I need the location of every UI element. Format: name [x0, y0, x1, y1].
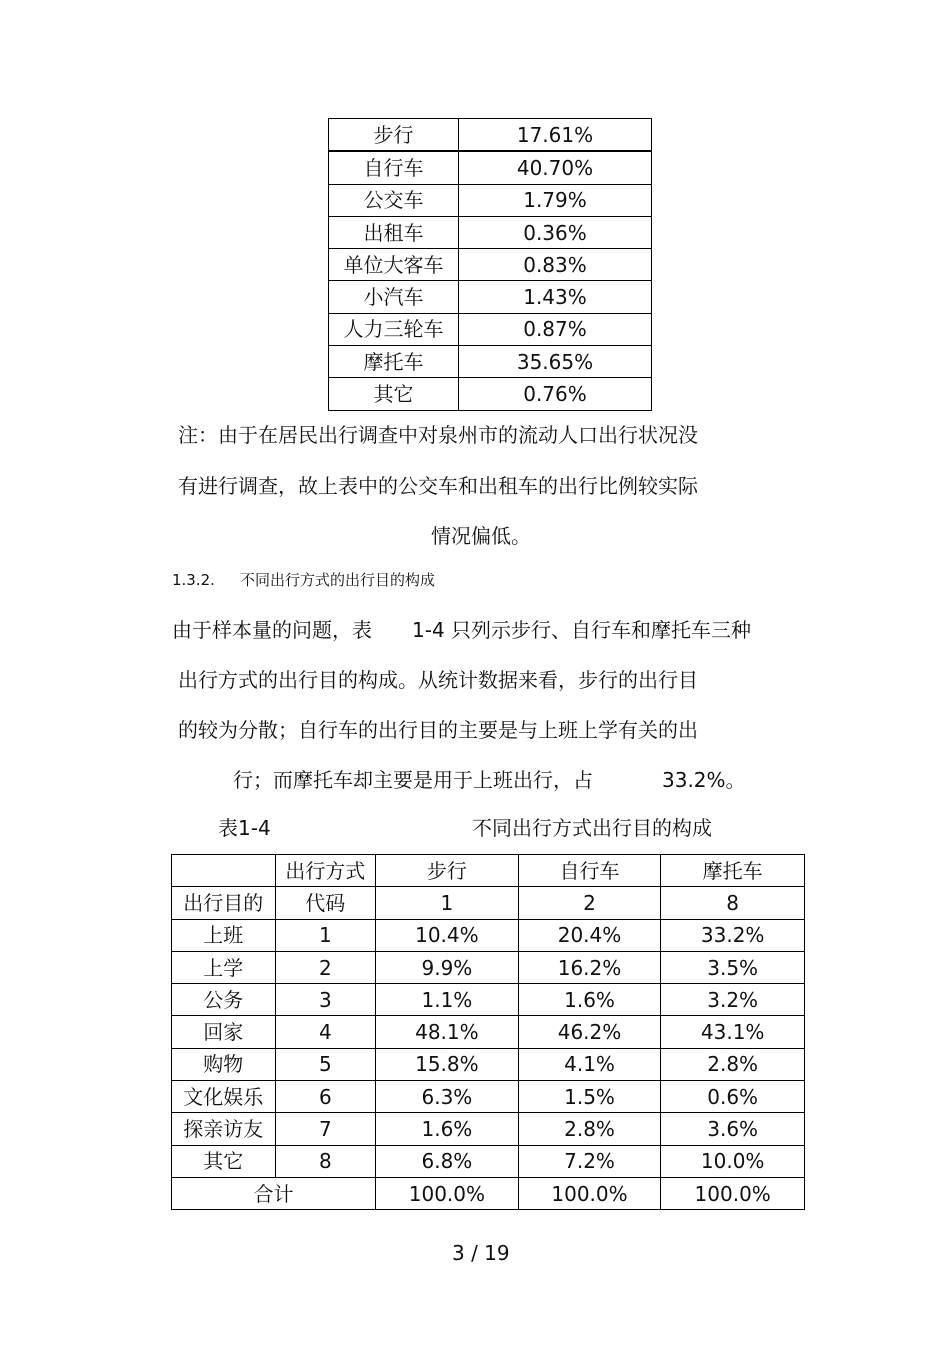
- header-cell: 出行方式: [275, 855, 376, 887]
- table-row: [329, 346, 652, 378]
- paragraph-line-4a: 行；而摩托车却主要是用于上班出行，占: [233, 768, 593, 792]
- walk-cell: 1.6%: [376, 1113, 519, 1145]
- header-cell: 1: [376, 887, 519, 919]
- mode-cell: 单位大客车: [329, 249, 459, 281]
- walk-cell: 1.1%: [376, 984, 519, 1016]
- purpose-cell: 回家: [172, 1016, 276, 1048]
- mode-share-table-body: [329, 119, 652, 411]
- note-line-1: 注：由于在居民出行调查中对泉州市的流动人口出行状况没: [178, 423, 698, 447]
- header-row: [172, 855, 805, 887]
- code-cell: 6: [275, 1081, 376, 1113]
- share-cell: 0.87%: [459, 313, 652, 345]
- table-row: [172, 1048, 805, 1080]
- share-cell: 0.76%: [459, 378, 652, 410]
- walk-cell: 6.3%: [376, 1081, 519, 1113]
- bicycle-cell: 2.8%: [518, 1113, 661, 1145]
- note-line-2: 有进行调查，故上表中的公交车和出租车的出行比例较实际: [178, 474, 698, 498]
- walk-total-cell: 100.0%: [376, 1177, 519, 1209]
- code-cell: 4: [275, 1016, 376, 1048]
- table-row: [329, 184, 652, 216]
- mode-cell: 其它: [329, 378, 459, 410]
- share-cell: 40.70%: [459, 151, 652, 184]
- trip-purpose-table: [171, 854, 805, 1210]
- share-cell: 0.83%: [459, 249, 652, 281]
- table-caption-title: 不同出行方式出行目的构成: [472, 816, 712, 840]
- share-cell: 17.61%: [459, 119, 652, 152]
- table-row: [172, 984, 805, 1016]
- header-cell: 代码: [275, 887, 376, 919]
- table-row: [329, 313, 652, 345]
- purpose-cell: 其它: [172, 1145, 276, 1177]
- paragraph-line-3: 的较为分散；自行车的出行目的主要是与上班上学有关的出: [178, 718, 698, 742]
- bicycle-cell: 1.6%: [518, 984, 661, 1016]
- walk-cell: 48.1%: [376, 1016, 519, 1048]
- mode-cell: 公交车: [329, 184, 459, 216]
- purpose-cell: 上班: [172, 919, 276, 951]
- page-number: 3 / 19: [452, 1241, 510, 1265]
- bicycle-cell: 16.2%: [518, 951, 661, 983]
- mode-share-table: [328, 118, 652, 411]
- mode-cell: 小汽车: [329, 281, 459, 313]
- purpose-cell: 探亲访友: [172, 1113, 276, 1145]
- share-cell: 1.79%: [459, 184, 652, 216]
- motorcycle-cell: 43.1%: [661, 1016, 805, 1048]
- motorcycle-cell: 3.5%: [661, 951, 805, 983]
- table-row: [329, 151, 652, 184]
- section-title: 不同出行方式的出行目的构成: [240, 571, 436, 589]
- table-row: [172, 1113, 805, 1145]
- mode-cell: 出租车: [329, 216, 459, 248]
- table-row: [329, 378, 652, 410]
- table-row: [172, 1081, 805, 1113]
- code-cell: 7: [275, 1113, 376, 1145]
- purpose-cell: 上学: [172, 951, 276, 983]
- header-cell: 自行车: [518, 855, 661, 887]
- share-cell: 35.65%: [459, 346, 652, 378]
- table-row: [329, 249, 652, 281]
- paragraph-line-2: 出行方式的出行目的构成。从统计数据来看，步行的出行目: [178, 668, 698, 692]
- bicycle-cell: 46.2%: [518, 1016, 661, 1048]
- header-cell: 摩托车: [661, 855, 805, 887]
- header-row: [172, 887, 805, 919]
- code-cell: 3: [275, 984, 376, 1016]
- total-label-cell: 合计: [172, 1177, 376, 1209]
- table-row: [172, 1145, 805, 1177]
- walk-cell: 9.9%: [376, 951, 519, 983]
- table-row: [329, 119, 652, 152]
- mode-cell: 摩托车: [329, 346, 459, 378]
- header-cell: 出行目的: [172, 887, 276, 919]
- total-row: [172, 1177, 805, 1209]
- bicycle-cell: 1.5%: [518, 1081, 661, 1113]
- table-row: [172, 951, 805, 983]
- motorcycle-total-cell: 100.0%: [661, 1177, 805, 1209]
- note-line-3: 情况偏低。: [431, 524, 531, 548]
- header-cell: 2: [518, 887, 661, 919]
- motorcycle-cell: 10.0%: [661, 1145, 805, 1177]
- bicycle-cell: 7.2%: [518, 1145, 661, 1177]
- motorcycle-cell: 2.8%: [661, 1048, 805, 1080]
- walk-cell: 6.8%: [376, 1145, 519, 1177]
- motorcycle-cell: 3.2%: [661, 984, 805, 1016]
- mode-cell: 自行车: [329, 151, 459, 184]
- code-cell: 2: [275, 951, 376, 983]
- share-cell: 0.36%: [459, 216, 652, 248]
- purpose-cell: 公务: [172, 984, 276, 1016]
- code-cell: 1: [275, 919, 376, 951]
- mode-cell: 人力三轮车: [329, 313, 459, 345]
- motorcycle-cell: 33.2%: [661, 919, 805, 951]
- header-cell: 步行: [376, 855, 519, 887]
- table-row: [329, 281, 652, 313]
- paragraph-line-1b: 1-4 只列示步行、自行车和摩托车三种: [412, 618, 752, 642]
- table-caption-label: 表1-4: [218, 816, 271, 840]
- walk-cell: 10.4%: [376, 919, 519, 951]
- paragraph-line-4b: 33.2%。: [662, 768, 746, 792]
- motorcycle-cell: 3.6%: [661, 1113, 805, 1145]
- bicycle-cell: 20.4%: [518, 919, 661, 951]
- purpose-cell: 文化娱乐: [172, 1081, 276, 1113]
- table-row: [172, 919, 805, 951]
- bicycle-cell: 4.1%: [518, 1048, 661, 1080]
- code-cell: 8: [275, 1145, 376, 1177]
- bicycle-total-cell: 100.0%: [518, 1177, 661, 1209]
- walk-cell: 15.8%: [376, 1048, 519, 1080]
- header-cell: 8: [661, 887, 805, 919]
- header-cell: [172, 855, 276, 887]
- code-cell: 5: [275, 1048, 376, 1080]
- purpose-cell: 购物: [172, 1048, 276, 1080]
- section-number: 1.3.2.: [172, 571, 215, 589]
- share-cell: 1.43%: [459, 281, 652, 313]
- table-row: [329, 216, 652, 248]
- trip-purpose-table-body: [172, 855, 805, 1210]
- motorcycle-cell: 0.6%: [661, 1081, 805, 1113]
- paragraph-line-1a: 由于样本量的问题，表: [172, 618, 372, 642]
- mode-cell: 步行: [329, 119, 459, 152]
- table-row: [172, 1016, 805, 1048]
